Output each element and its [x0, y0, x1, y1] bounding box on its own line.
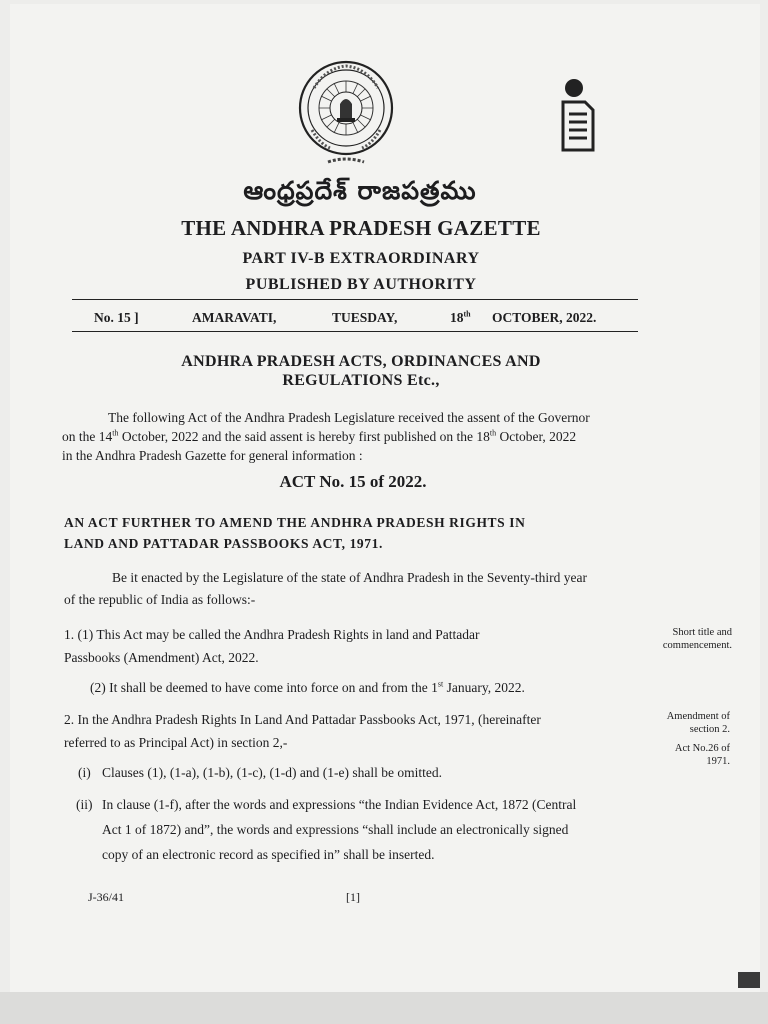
document-info-icon — [560, 78, 596, 152]
page-number: [1] — [346, 890, 360, 904]
clause-ii-line-1: In clause (1-f), after the words and expressions “the Indian Evidence Act, 1872 (Central — [102, 797, 577, 812]
issue-place: AMARAVATI, — [192, 310, 277, 325]
clause-i-number: (i) — [78, 765, 91, 780]
issue-month-year: OCTOBER, 2022. — [492, 310, 597, 325]
intro-line-2: on the 14th October, 2022 and the said assent is hereby first published on the 18th October, 2022 — [62, 428, 577, 444]
margin-note-amendment: Amendment of section 2. — [666, 711, 730, 735]
clause-ii-number: (ii) — [76, 797, 93, 812]
issue-day: TUESDAY, — [332, 310, 398, 325]
header-bottom-rule — [72, 331, 638, 332]
andhra-pradesh-emblem-icon — [296, 58, 396, 170]
margin-note-short-title: Short title and commencement. — [662, 627, 732, 651]
gazette-part: PART IV-B EXTRAORDINARY — [242, 250, 480, 267]
gazette-title: THE ANDHRA PRADESH GAZETTE — [181, 216, 541, 240]
clause-i-text: Clauses (1), (1-a), (1-b), (1-c), (1-d) and (1-e) shall be omitted. — [102, 765, 442, 780]
margin-note-act-reference: Act No.26 of 1971. — [674, 743, 730, 767]
scan-bottom-edge — [0, 992, 768, 1024]
published-by-authority: PUBLISHED BY AUTHORITY — [245, 276, 477, 293]
intro-line-3: in the Andhra Pradesh Gazette for general information : — [62, 448, 363, 463]
enacting-line-2: of the republic of India as follows:- — [64, 592, 256, 607]
issue-date: 18th — [450, 309, 471, 325]
header-top-rule — [72, 299, 638, 300]
section-heading: ANDHRA PRADESH ACTS, ORDINANCES AND REGULATIONS Etc., — [181, 353, 541, 389]
enacting-line-1: Be it enacted by the Legislature of the state of Andhra Pradesh in the Seventy-third year — [112, 570, 587, 585]
section-2-line-1: 2. In the Andhra Pradesh Rights In Land And Pattadar Passbooks Act, 1971, (hereinafter — [64, 712, 541, 727]
telugu-gazette-title: ఆంధ్రప్రదేశ్ రాజపత్రము — [243, 176, 477, 205]
issue-number: No. 15 ] — [94, 310, 139, 325]
section-1-line-1: 1. (1) This Act may be called the Andhra Pradesh Rights in land and Pattadar — [64, 627, 480, 642]
act-title: AN ACT FURTHER TO AMEND THE ANDHRA PRADESH RIGHTS IN LAND AND PATTADAR PASSBOOKS ACT, 1971. — [64, 515, 526, 551]
section-1-line-2: Passbooks (Amendment) Act, 2022. — [64, 650, 259, 665]
section-2-line-2: referred to as Principal Act) in section 2,- — [64, 735, 288, 750]
scan-corner-mark — [738, 972, 760, 988]
section-1-sub-2: (2) It shall be deemed to have come into force on and from the 1st January, 2022. — [90, 679, 525, 695]
intro-line-1: The following Act of the Andhra Pradesh Legislature received the assent of the Governor — [108, 410, 590, 425]
footer-code: J-36/41 — [88, 890, 124, 904]
clause-ii-line-2: Act 1 of 1872) and”, the words and expressions “shall include an electronically signed — [102, 822, 569, 837]
act-number: ACT No. 15 of 2022. — [279, 472, 427, 491]
clause-ii-line-3: copy of an electronic record as specified in” shall be inserted. — [102, 847, 435, 862]
